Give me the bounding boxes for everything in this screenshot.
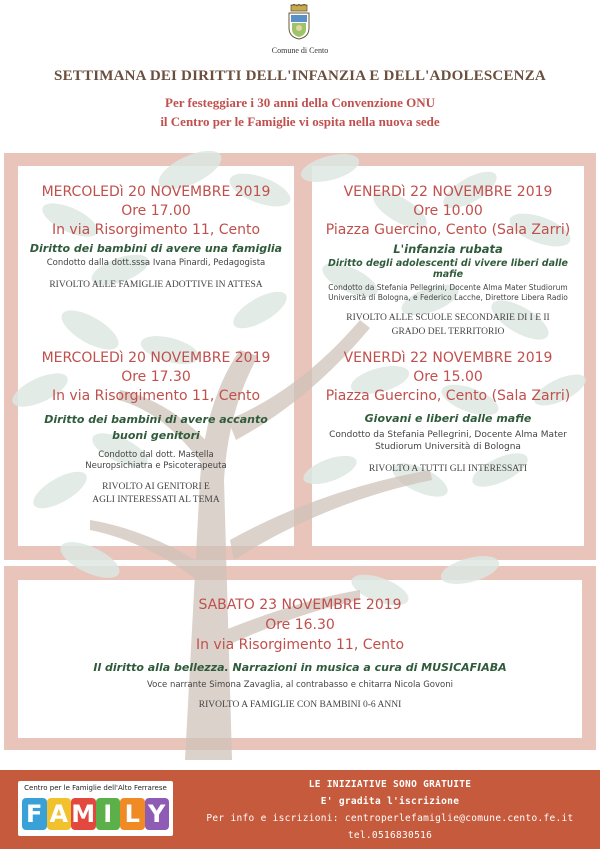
event-topic: Il diritto alla bellezza. Narrazioni in musica a cura di MUSICAFIABA [93, 661, 507, 674]
event-speaker-line-2: Università di Bologna, e Federico Lacche, Direttore Libera Radio [328, 293, 568, 303]
event-speaker: Condotto dalla dott.sssa Ivana Pinardi, Pedagogista [46, 258, 266, 268]
header [0, 0, 600, 150]
logo-letter: I [96, 798, 121, 830]
event-date: VENERDì 22 NOVEMBRE 2019 [343, 350, 553, 366]
footer-registration-note: E' gradita l'iscrizione [320, 796, 460, 807]
event-audience: RIVOLTO A FAMIGLIE CON BAMBINI 0-6 ANNI [198, 700, 402, 711]
event-sat-1630 [18, 597, 582, 713]
footer-contact-email: Per info e iscrizioni: centroperlefamiglie@comune.cento.fe.it [206, 813, 574, 824]
event-speaker-line-2: Neuropsichiatra e Psicoterapeuta [85, 461, 227, 472]
event-place: Piazza Guercino, Cento (Sala Zarri) [325, 388, 571, 404]
event-topic-line-2: buoni genitori [112, 428, 200, 442]
event-audience-line-2: GRADO DEL TERRITORIO [391, 326, 505, 337]
event-topic: Diritto degli adolescenti di vivere liberi dalle mafie [328, 258, 568, 280]
event-place: Piazza Guercino, Cento (Sala Zarri) [325, 222, 571, 238]
event-speaker: Voce narrante Simona Zavaglia, al contrabasso e chitarra Nicola Govoni [146, 680, 453, 690]
event-speaker-line-1: Condotto da Stefania Pellegrini, Docente Alma Mater [329, 430, 567, 440]
event-wed-1730 [18, 350, 294, 507]
event-topic-line-1: Diritto dei bambini di avere accanto [44, 413, 268, 426]
logo-letter: F [22, 798, 47, 830]
event-fri-15 [312, 350, 584, 477]
event-time: Ore 15.00 [413, 369, 483, 385]
event-audience [312, 312, 584, 339]
logo-letter: M [71, 800, 96, 828]
event-speaker [18, 450, 294, 473]
event-speaker-line-1: Condotto da Stefania Pellegrini, Docente Alma Mater Studiorum [328, 283, 568, 292]
event-fri-10 [312, 184, 584, 339]
event-topic: Giovani e liberi dalle mafie [364, 412, 532, 425]
event-date: VENERDì 22 NOVEMBRE 2019 [343, 184, 553, 200]
subtitle-line-1: Per festeggiare i 30 anni della Convenzione ONU [165, 95, 435, 110]
logo-letter: Y [145, 798, 170, 830]
event-place: In via Risorgimento 11, Cento [51, 222, 261, 238]
event-audience [18, 481, 294, 508]
event-title: L'infanzia rubata [393, 242, 503, 256]
event-time: Ore 17.00 [121, 203, 191, 219]
event-speaker-line-1: Condotto dal dott. Mastella [98, 449, 214, 460]
comune-label: Comune di Cento [271, 46, 329, 55]
page-title: SETTIMANA DEI DIRITTI DELL'INFANZIA E DELL'ADOLESCENZA [54, 68, 546, 84]
logo-letter: L [120, 798, 145, 830]
family-center-logo [18, 781, 173, 836]
event-time: Ore 10.00 [413, 203, 483, 219]
event-audience: RIVOLTO A TUTTI GLI INTERESSATI [368, 464, 528, 475]
logo-caption: Centro per le Famiglie dell'Alto Ferrarese [24, 784, 167, 792]
event-wed-17 [18, 184, 294, 293]
event-place: In via Risorgimento 11, Cento [195, 637, 405, 653]
event-speaker [312, 429, 584, 453]
coat-of-arms-icon [286, 4, 312, 40]
footer-phone: tel.0516830516 [347, 830, 433, 841]
event-time: Ore 17.30 [121, 369, 191, 385]
event-date: MERCOLEDì 20 NOVEMBRE 2019 [41, 184, 271, 200]
event-topic [18, 412, 294, 444]
event-date: SABATO 23 NOVEMBRE 2019 [198, 597, 402, 613]
event-speaker-line-2: Studiorum Università di Bologna [375, 442, 521, 453]
event-time: Ore 16.30 [265, 617, 335, 633]
event-place: In via Risorgimento 11, Cento [51, 388, 261, 404]
event-speaker [312, 283, 584, 303]
footer-free-notice: LE INIZIATIVE SONO GRATUITE [308, 779, 472, 790]
event-audience-line-1: RIVOLTO AI GENITORI E [102, 481, 210, 492]
event-audience: RIVOLTO ALLE FAMIGLIE ADOTTIVE IN ATTESA [49, 280, 263, 291]
event-audience-line-1: RIVOLTO ALLE SCUOLE SECONDARIE DI I E II [346, 313, 550, 324]
event-date: MERCOLEDì 20 NOVEMBRE 2019 [41, 350, 271, 366]
logo-letter: A [47, 798, 72, 830]
subtitle-line-2: il Centro per le Famiglie vi ospita nella nuova sede [160, 114, 440, 129]
event-topic: Diritto dei bambini di avere una famiglia [29, 242, 283, 255]
logo-wordmark [22, 798, 169, 832]
event-audience-line-2: AGLI INTERESSATI AL TEMA [92, 495, 220, 506]
